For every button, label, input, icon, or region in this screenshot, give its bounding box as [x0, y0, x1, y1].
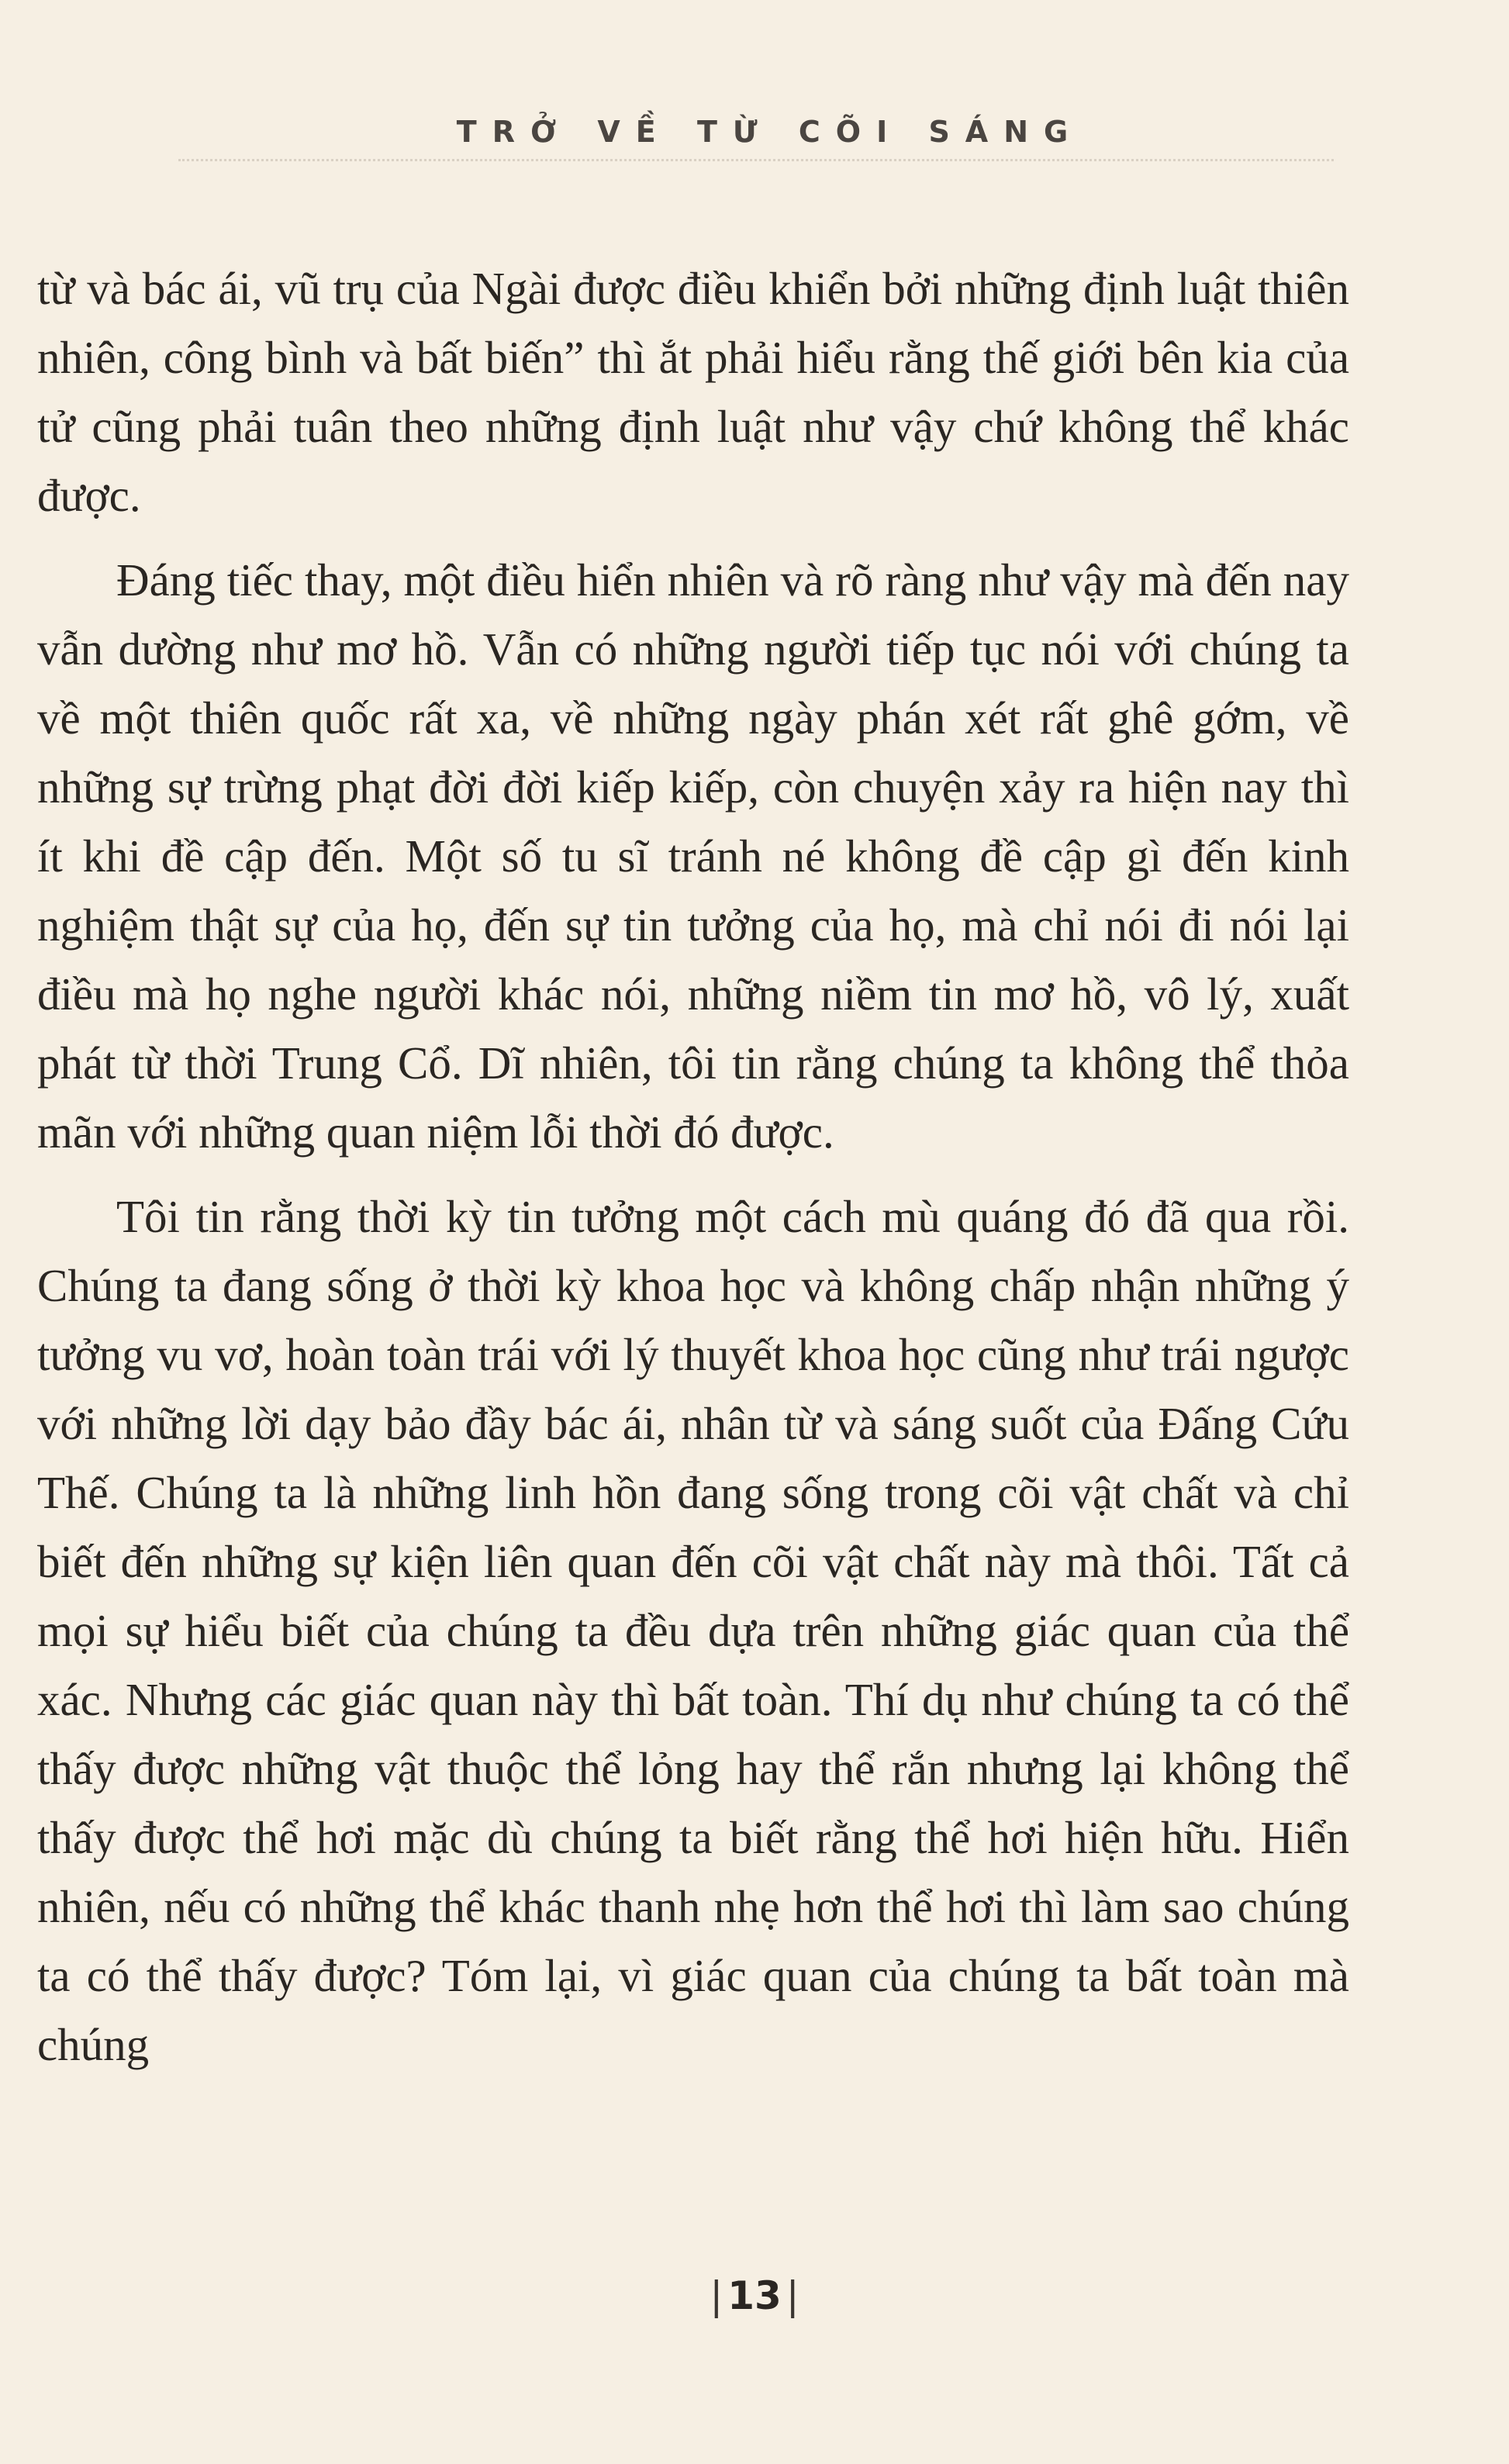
page-number-right-bar: | — [786, 2273, 799, 2318]
header-divider — [178, 159, 1334, 161]
page-number: 13 — [727, 2273, 782, 2318]
page-number-left-bar: | — [710, 2273, 723, 2318]
paragraph-3: Tôi tin rằng thời kỳ tin tưởng một cách mù quáng đó đã qua rồi. Chúng ta đang sống ở thời kỳ khoa học và không chấp nhận những ý tưởng vu vơ, hoàn toàn trái với lý thuyết khoa học cũng như trái ngược với những lời dạy bảo đầy bác ái, nhân từ và sáng suốt của Đấng Cứu Thế. Chúng ta là những linh hồn đang sống trong cõi vật chất và chỉ biết đến những sự kiện liên quan đến cõi vật chất này mà thôi. Tất cả mọi sự hiểu biết của chúng ta đều dựa trên những giác quan của thể xác. Nhưng các giác quan này thì bất toàn. Thí dụ như chúng ta có thể thấy được những vật thuộc thể lỏng hay thể rắn nhưng lại không thể thấy được thể hơi mặc dù chúng ta biết rằng thể hơi hiện hữu. Hiển nhiên, nếu có những thể khác thanh nhẹ hơn thể hơi thì làm sao chúng ta có thể thấy được? Tóm lại, vì giác quan của chúng ta bất toàn mà chúng — [37, 1191, 1349, 2070]
page-number-footer — [0, 2273, 1509, 2318]
body-text — [37, 254, 1349, 2095]
page-header — [0, 115, 1509, 149]
paragraph-1: từ và bác ái, vũ trụ của Ngài được điều khiển bởi những định luật thiên nhiên, công bình và bất biến” thì ắt phải hiểu rằng thế giới bên kia của tử cũng phải tuân theo những định luật như vậy chứ không thể khác được. — [37, 263, 1349, 521]
running-title: TRỞ VỀ TỪ CÕI SÁNG — [456, 115, 1084, 149]
paragraph-2: Đáng tiếc thay, một điều hiển nhiên và rõ ràng như vậy mà đến nay vẫn dường như mơ hồ. Vẫn có những người tiếp tục nói với chúng ta về một thiên quốc rất xa, về những ngày phán xét rất ghê gớm, về những sự trừng phạt đời đời kiếp kiếp, còn chuyện xảy ra hiện nay thì ít khi đề cập đến. Một số tu sĩ tránh né không đề cập gì đến kinh nghiệm thật sự của họ, đến sự tin tưởng của họ, mà chỉ nói đi nói lại điều mà họ nghe người khác nói, những niềm tin mơ hồ, vô lý, xuất phát từ thời Trung Cổ. Dĩ nhiên, tôi tin rằng chúng ta không thể thỏa mãn với những quan niệm lỗi thời đó được. — [37, 554, 1349, 1158]
